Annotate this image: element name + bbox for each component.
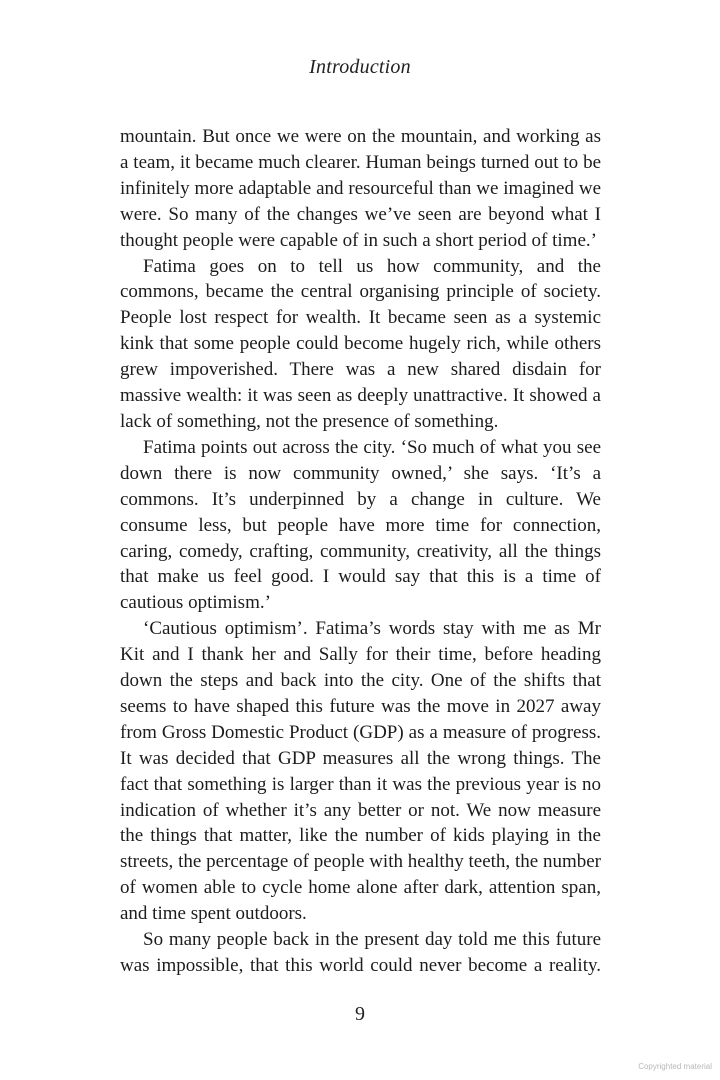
paragraph-5: So many people back in the present day told me this future was impossible, that this world could never become a reality.	[120, 929, 601, 976]
running-head: Introduction	[309, 56, 411, 78]
paragraph-3: Fatima points out across the city. ‘So much of what you see down there is now community owned,’ she says. ‘It’s a commons. It’s underpinned by a change in culture. We consume less, but people have more time for connection, caring, comedy, crafting, community, creativity, all the things that make us feel good. I would say that this is a time of cautious optimism.’	[120, 436, 601, 614]
paragraph-1: mountain. But once we were on the mountain, and working as a team, it became much clearer. Human beings turned out to be infinitely more adaptable and resourceful than we imagined we were. So many of the changes we’ve seen are beyond what I thought people were capable of in such a short period of time.’	[120, 126, 601, 251]
body-text	[120, 124, 601, 979]
paragraph-4: ‘Cautious optimism’. Fatima’s words stay with me as Mr Kit and I thank her and Sally for their time, before heading down the steps and back into the city. One of the shifts that seems to have shaped this future was the move in 2027 away from Gross Domestic Product (GDP) as a measure of progress. It was decided that GDP measures all the wrong things. The fact that something is larger than it was the previous year is no indication of whether it’s any better or not. We now measure the things that matter, like the number of kids playing in the streets, the percentage of people with healthy teeth, the number of women able to cycle home alone after dark, attention span, and time spent outdoors.	[120, 618, 601, 925]
page-number: 9	[355, 1003, 365, 1025]
copyright-notice: Copyrighted material	[638, 1062, 712, 1071]
paragraph-2: Fatima goes on to tell us how community, and the commons, became the central organising principle of society. People lost respect for wealth. It became seen as a systemic kink that some people could become hugely rich, while others grew impoverished. There was a new shared disdain for massive wealth: it was seen as deeply unattractive. It showed a lack of something, not the presence of something.	[120, 255, 601, 432]
